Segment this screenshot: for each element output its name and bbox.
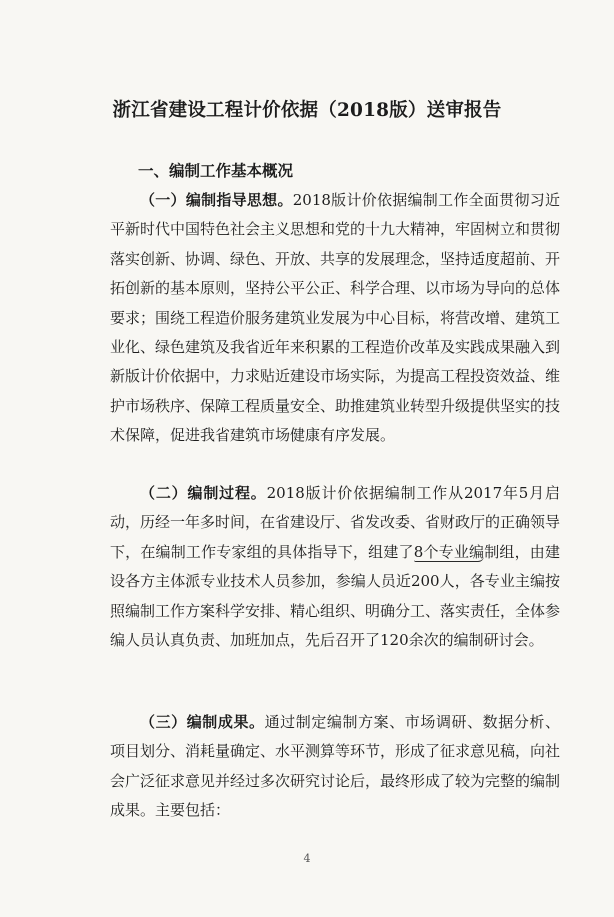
paragraph-body-continued: 制组，由建设各方主体派专业技术人员参加，参编人员近200人，各专业主编按照编制工作方案科学安排、精心组织、明确分工、落实责任，全体参编人员认真负责、加班加点，先后召开了120余次的编制研讨会。 <box>110 542 561 650</box>
paragraph-results <box>110 708 560 826</box>
section-heading: 一、编制工作基本概况 <box>138 162 294 180</box>
paragraph-body: 通过制定编制方案、市场调研、数据分析、项目划分、消耗量确定、水平测算等环节，形成了征求意见稿，向社会广泛征求意见并经过多次研究讨论后，最终形成了较为完整的编制成果。主要包括： <box>110 713 561 820</box>
paragraph-lead: （一）编制指导思想。 <box>140 191 293 209</box>
paragraph-lead: （三）编制成果。 <box>140 713 265 731</box>
page-number: 4 <box>303 852 311 865</box>
document-title: 浙江省建设工程计价依据（2018版）送审报告 <box>112 100 502 121</box>
paragraph-body: 2018版计价依据编制工作全面贯彻习近平新时代中国特色社会主义思想和党的十九大精神，牢固树立和贯彻落实创新、协调、绿色、开放、共享的发展理念，坚持适度超前、开拓创新的基本原则，坚持公平公正、科学合理、以市场为导向的总体要求；围绕工程造价服务建筑业发展为中心目标，将营改增、建筑工业化、绿色建筑及我省近年来积累的工程造价改革及实践成果融入到新版计价依据中，力求贴近建设市场实际，为提高工程投资效益、维护市场秩序、保障工程质量安全、助推建筑业转型升级提供坚实的技术保障，促进我省建筑市场健康有序发展。 <box>110 191 561 445</box>
paragraph-lead: （二）编制过程。 <box>140 484 267 502</box>
paragraph-process <box>110 479 560 655</box>
paragraph-guiding-ideology <box>110 186 560 451</box>
paragraph-body: 2018版计价依据编制工作从2017年5月启动，历经一年多时间，在省建设厅、省发改委、省财政厅的正确领导下，在编制工作专家组的具体指导下，组建了 <box>110 484 561 561</box>
handwritten-underline: 8个专业编 <box>413 542 485 561</box>
